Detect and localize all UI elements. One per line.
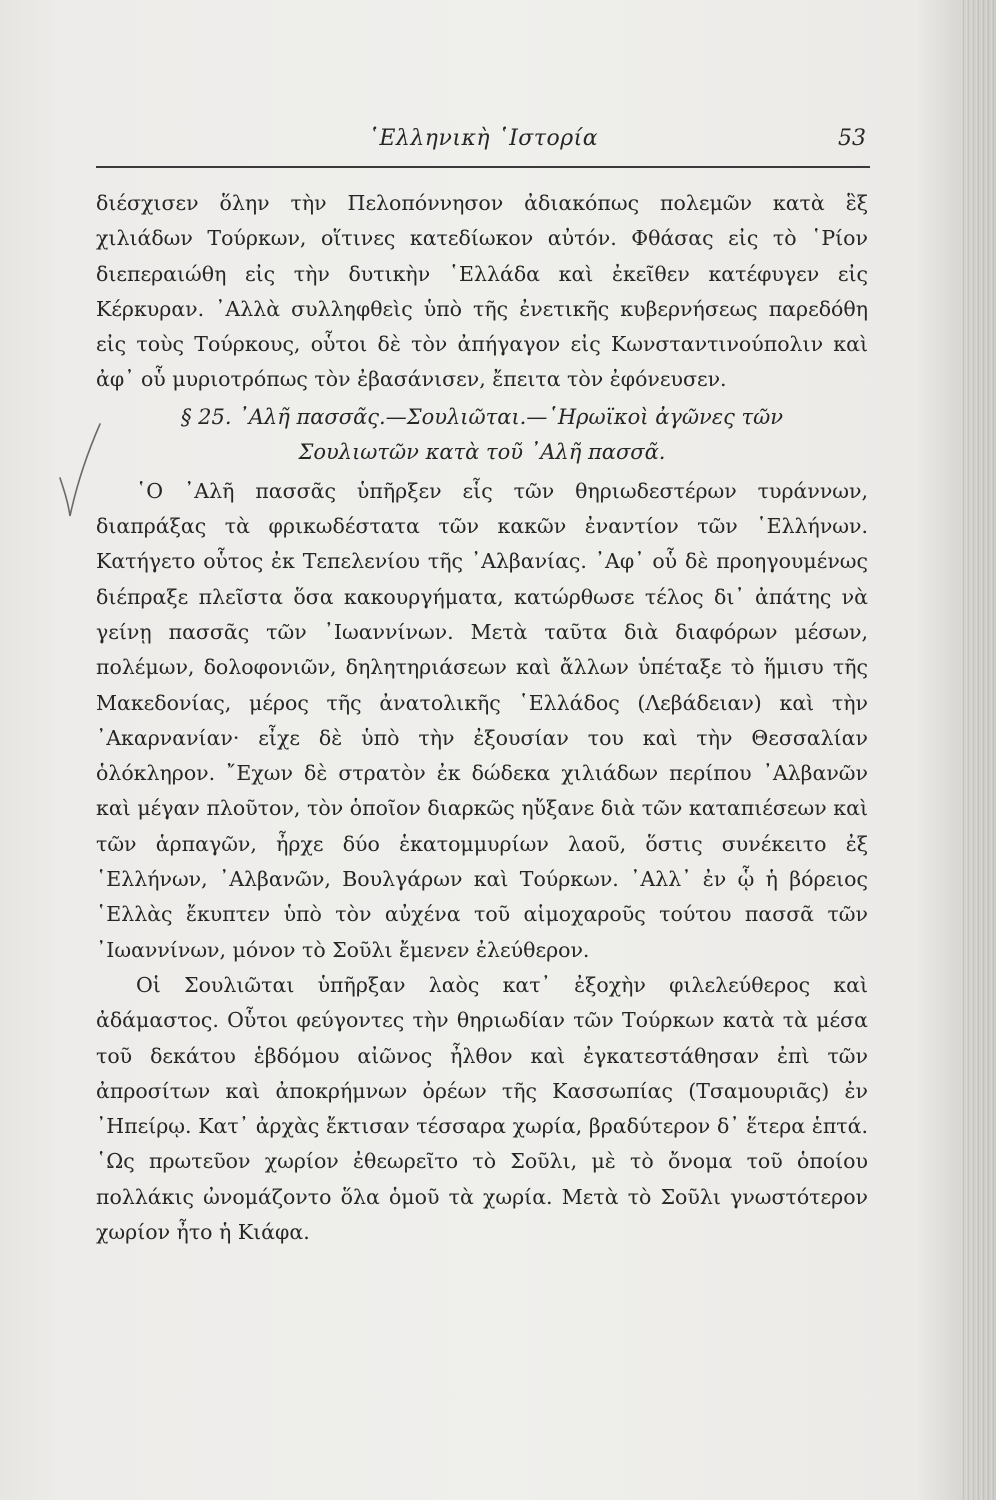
- running-title: ῾Ελληνικὴ ῾Ιστορία: [367, 126, 599, 151]
- page-number: 53: [838, 126, 866, 151]
- section-heading: [96, 398, 868, 474]
- page-edges: [960, 0, 996, 1500]
- paragraph-1: διέσχισεν ὅλην τὴν Πελοπόννησον ἀδιακόπως πολεμῶν κατὰ ἓξ χιλιάδων Τούρκων, οἵτινες κατεδίωκον αὐτόν. Φθάσας εἰς τὸ ῾Ρίον διεπεραιώθη εἰς τὴν δυτικὴν ῾Ελλάδα καὶ ἐκεῖθεν κατέφυγεν εἰς Κέρκυραν. ᾿Αλλὰ συλληφθεὶς ὑπὸ τῆς ἐνετικῆς κυβερνήσεως παρεδόθη εἰς τοὺς Τούρκους, οὗτοι δὲ τὸν ἀπήγαγον εἰς Κωνσταντινούπολιν καὶ ἀφ᾿ οὗ μυριοτρόπως τὸν ἐβασάνισεν, ἔπειτα τὸν ἐφόνευσεν.: [96, 191, 868, 392]
- page-header: [96, 122, 870, 162]
- section-heading-line-2: Σουλιωτῶν κατὰ τοῦ ᾿Αλῆ πασσᾶ.: [298, 439, 666, 464]
- paragraph-3: Οἱ Σουλιῶται ὑπῆρξαν λαὸς κατ᾿ ἐξοχὴν φιλελεύθερος καὶ ἀδάμαστος. Οὗτοι φεύγοντες τὴν θηριωδίαν τῶν Τούρκων κατὰ τὰ μέσα τοῦ δεκάτου ἑβδόμου αἰῶνος ἦλθον καὶ ἐγκατεστάθησαν ἐπὶ τῶν ἀπροσίτων καὶ ἀποκρήμνων ὀρέων τῆς Κασσωπίας (Τσαμουριᾶς) ἐν ᾿Ηπείρῳ. Κατ᾿ ἀρχὰς ἔκτισαν τέσσαρα χωρία, βραδύτερον δ᾿ ἕτερα ἑπτά. ῾Ως πρωτεῦον χωρίον ἐθεωρεῖτο τὸ Σοῦλι, μὲ τὸ ὄνομα τοῦ ὁποίου πολλάκις ὠνομάζοντο ὅλα ὁμοῦ τὰ χωρία. Μετὰ τὸ Σοῦλι γνωστότερον χωρίον ἦτο ἡ Κιάφα.: [96, 972, 868, 1245]
- section-heading-line-1: § 25. ᾿Αλῆ πασσᾶς.—Σουλιῶται.—῾Ηρωϊκοὶ ἀγῶνες τῶν: [180, 404, 784, 429]
- paragraph-2: ῾Ο ᾿Αλῆ πασσᾶς ὑπῆρξεν εἷς τῶν θηριωδεστέρων τυράννων, διαπράξας τὰ φρικωδέστατα τῶν κακῶν ἐναντίον τῶν ῾Ελλήνων. Κατήγετο οὗτος ἐκ Τεπελενίου τῆς ᾿Αλβανίας. ᾿Αφ᾿ οὗ δὲ προηγουμένως διέπραξε πλεῖστα ὅσα κακουργήματα, κατώρθωσε τέλος δι᾿ ἀπάτης νὰ γείνῃ πασσᾶς τῶν ᾿Ιωαννίνων. Μετὰ ταῦτα διὰ διαφόρων μέσων, πολέμων, δολοφονιῶν, δηλητηριάσεων καὶ ἄλλων ὑπέταξε τὸ ἥμισυ τῆς Μακεδονίας, μέρος τῆς ἀνατολικῆς ῾Ελλάδος (Λεβάδειαν) καὶ τὴν ᾿Ακαρνανίαν· εἶχε δὲ ὑπὸ τὴν ἐξουσίαν του καὶ τὴν Θεσσαλίαν ὁλόκληρον. ῎Εχων δὲ στρατὸν ἐκ δώδεκα χιλιάδων περίπου ᾿Αλβανῶν καὶ μέγαν πλοῦτον, τὸν ὁποῖον διαρκῶς ηὔξανε διὰ τῶν καταπιέσεων καὶ τῶν ἁρπαγῶν, ἦρχε δύο ἑκατομμυρίων λαοῦ, ὅστις συνέκειτο ἐξ ῾Ελλήνων, ᾿Αλβανῶν, Βουλγάρων καὶ Τούρκων. ᾿Αλλ᾿ ἐν ᾧ ἡ βόρειος ῾Ελλὰς ἔκυπτεν ὑπὸ τὸν αὐχένα τοῦ αἱμοχαροῦς τούτου πασσᾶ τῶν ᾿Ιωαννίνων, μόνον τὸ Σοῦλι ἔμενεν ἐλεύθερον.: [96, 478, 868, 962]
- body-text: [96, 186, 868, 1250]
- header-rule: [96, 166, 870, 168]
